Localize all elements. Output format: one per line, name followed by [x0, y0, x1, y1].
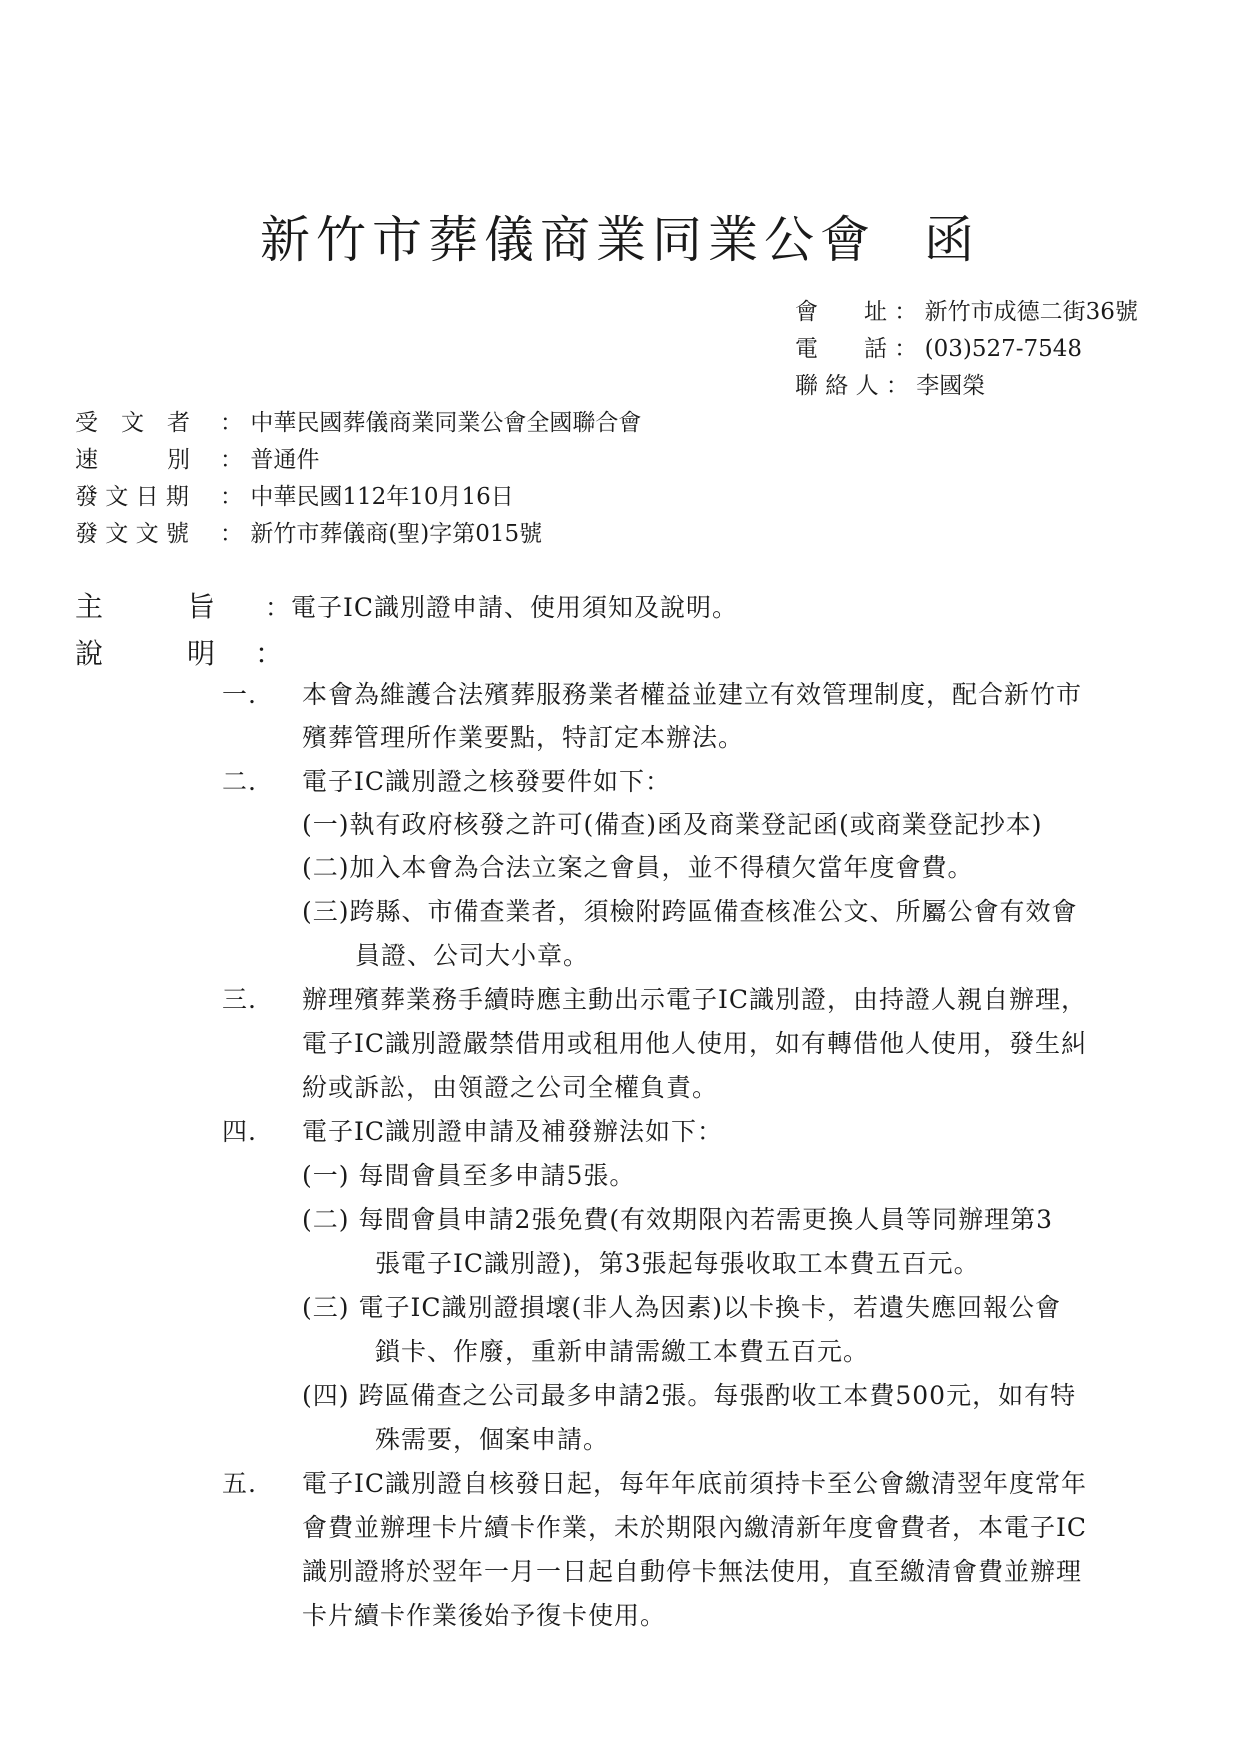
item-3-line-1: 辦理殯葬業務手續時應主動出示電子IC識別證，由持證人親自辦理， [302, 985, 1088, 1014]
item-5-line-2: 會費並辦理卡片續卡作業，未於期限內繳清新年度會費者，本電子IC [302, 1513, 1088, 1542]
date-row: 發 文 日 期 ： 中華民國112年10月16日 [75, 484, 514, 510]
item-4c-line-1: (三) 電子IC識別證損壞(非人為因素)以卡換卡，若遺失應回報公會 [302, 1293, 1061, 1322]
item-2a-line-1: (一)執有政府核發之許可(備查)函及商業登記函(或商業登記抄本) [302, 810, 1043, 839]
item-4-line-1: 電子IC識別證申請及補發辦法如下： [302, 1117, 724, 1146]
item-1-line-1: 本會為維護合法殯葬服務業者權益並建立有效管理制度，配合新竹市 [302, 680, 1083, 709]
subject-row: 主 旨 ：電子IC識別證申請、使用須知及說明。 [75, 590, 739, 623]
item-4-number: 四. [222, 1117, 257, 1146]
item-1-line-2: 殯葬管理所作業要點，特訂定本辦法。 [302, 723, 745, 752]
number-row: 發 文 文 號 ： 新竹市葬儀商(聖)字第015號 [75, 521, 543, 547]
explanation-label-row: 說 明 ： [75, 637, 284, 670]
item-5-line-4: 卡片續卡作業後始予復卡使用。 [302, 1601, 667, 1630]
item-3-number: 三. [222, 985, 257, 1014]
item-2b-line-1: (二)加入本會為合法立案之會員，並不得積欠當年度會費。 [302, 853, 974, 882]
title-kind: 函 [924, 211, 980, 269]
item-4b-line-1: (二) 每間會員申請2張免費(有效期限內若需更換人員等同辦理第3 [302, 1205, 1054, 1234]
item-4a-line-1: (一) 每間會員至多申請5張。 [302, 1161, 636, 1190]
item-4d-line-1: (四) 跨區備查之公司最多申請2張。每張酌收工本費500元，如有特 [302, 1381, 1077, 1410]
item-3-line-3: 紛或訴訟，由領證之公司全權負責。 [302, 1073, 719, 1102]
item-2-line-1: 電子IC識別證之核發要件如下： [302, 767, 672, 796]
item-4d-line-2: 殊需要，個案申請。 [375, 1425, 610, 1454]
item-2c-line-1: (三)跨縣、市備查業者，須檢附跨區備查核准公文、所屬公會有效會 [302, 897, 1078, 926]
item-4c-line-2: 鎖卡、作廢，重新申請需繳工本費五百元。 [375, 1337, 870, 1366]
item-5-line-1: 電子IC識別證自核發日起，每年年底前須持卡至公會繳清翌年度常年 [302, 1469, 1088, 1498]
item-5-number: 五. [222, 1469, 257, 1498]
item-3-line-2: 電子IC識別證嚴禁借用或租用他人使用，如有轉借他人使用，發生糾 [302, 1029, 1088, 1058]
recipient-row: 受 文 者 ： 中華民國葬儀商業同業公會全國聯合會 [75, 410, 642, 436]
sender-address: 會 址 ： 新竹市成德二街36號 [795, 299, 1138, 325]
speed-row: 速 別 ： 普通件 [75, 447, 320, 473]
sender-phone: 電 話 ： (03)527-7548 [795, 336, 1083, 362]
item-2c-line-2: 員證、公司大小章。 [355, 941, 590, 970]
title-org: 新竹市葬儀商業同業公會 [260, 211, 876, 269]
item-5-line-3: 識別證將於翌年一月一日起自動停卡無法使用，直至繳清會費並辦理 [302, 1557, 1083, 1586]
item-1-number: 一. [222, 680, 257, 709]
document-title [0, 200, 1240, 272]
item-4b-line-2: 張電子IC識別證)，第3張起每張收取工本費五百元。 [375, 1249, 980, 1278]
item-2-number: 二. [222, 767, 257, 796]
sender-contact: 聯 絡 人 ： 李國榮 [795, 373, 986, 399]
